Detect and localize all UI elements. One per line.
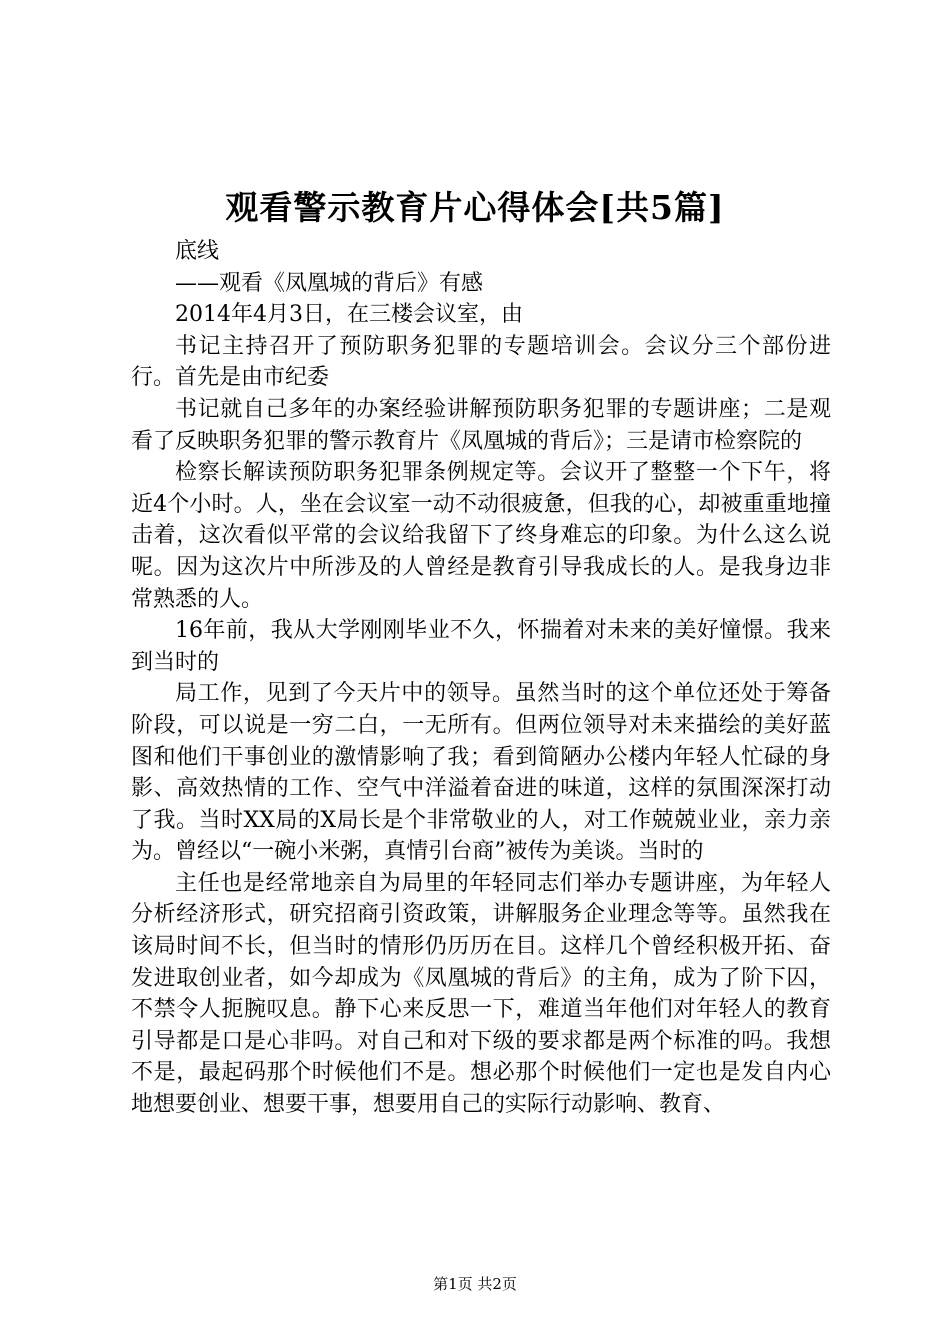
paragraph-bureau: 局工作，见到了今天片中的领导。虽然当时的这个单位还处于筹备阶段，可以说是一穷二白，一无所有。但两位领导对未来描绘的美好蓝图和他们干事创业的激情影响了我；看到简陋办公楼内年轻人忙碌的身影、高效热情的工作、空气中洋溢着奋进的味道，这样的氛围深深打动了我。当时XX局的X局长是个非常敬业的人，对工作兢兢业业，亲力亲为。曾经以“一碗小米粥，真情引台商”被传为美谈。当时的 bbox=[131, 681, 831, 865]
paragraph-subtitle: ——观看《凤凰城的背后》有感 bbox=[175, 270, 484, 296]
paragraph-director: 主任也是经常地亲自为局里的年轻同志们举办专题讲座，为年轻人分析经济形式，研究招商引资政策，讲解服务企业理念等等。虽然我在该局时间不长，但当时的情形仍历历在目。这样几个曾经积极开拓、奋发进取创业者，如今却成为《凤凰城的背后》的主角，成为了阶下囚，不禁令人扼腕叹息。静下心来反思一下，难道当年他们对年轻人的教育引导都是口是心非吗。对自己和对下级的要求都是两个标准的吗。我想不是，最起码那个时候他们不是。想必那个时候他们一定也是发自内心地想要创业、想要干事，想要用自己的实际行动影响、教育、 bbox=[131, 870, 831, 1118]
page-footer: 第1页 共2页 bbox=[433, 1275, 517, 1293]
paragraph-reflection: 检察长解读预防职务犯罪条例规定等。会议开了整整一个下午，将近4个小时。人，坐在会议室一动不动很疲惫，但我的心，却被重重地撞击着，这次看似平常的会议给我留下了终身难忘的印象。为什么这么说呢。因为这次片中所涉及的人曾经是教育引导我成长的人。是我身边非常熟悉的人。 bbox=[131, 460, 831, 612]
paragraph-memory: 16年前，我从大学刚刚毕业不久，怀揣着对未来的美好憧憬。我来到当时的 bbox=[131, 618, 831, 675]
document-body bbox=[131, 236, 831, 1121]
paragraph-lecture: 书记就自己多年的办案经验讲解预防职务犯罪的专题讲座；二是观看了反映职务犯罪的警示教育片《凤凰城的背后》；三是请市检察院的 bbox=[131, 396, 831, 454]
paragraph-date: 2014年4月3日，在三楼会议室，由 bbox=[175, 302, 523, 328]
paragraph-subject: 底线 bbox=[175, 239, 220, 264]
paragraph-meeting: 书记主持召开了预防职务犯罪的专题培训会。会议分三个部份进行。首先是由市纪委 bbox=[131, 333, 831, 391]
page-title: 观看警示教育片心得体会[共5篇] bbox=[225, 188, 725, 227]
